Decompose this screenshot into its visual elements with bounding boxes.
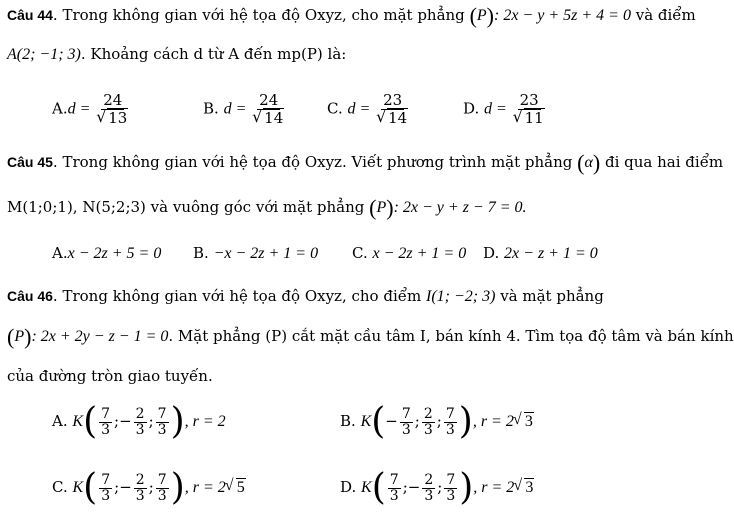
q45-plane2-eq: : 2x − y + z − 7 = 0. <box>393 199 527 216</box>
option-label: D. <box>340 478 357 496</box>
frac-den: 3 <box>424 487 434 504</box>
q45-text-a: . Trong không gian với hệ tọa độ Oxyz. Viết phương trình mặt phẳng <box>52 153 578 171</box>
q46-line3 <box>7 366 213 386</box>
coord-fraction <box>156 407 169 438</box>
frac-num: 7 <box>101 405 111 422</box>
frac-den: 11 <box>524 109 544 127</box>
radius-sqrt: √ 3 <box>514 413 534 431</box>
option-var: d = <box>347 100 371 118</box>
coord-fraction <box>422 473 435 504</box>
semicolon: ; <box>437 478 443 496</box>
option-label: C. <box>52 478 68 496</box>
q45-text-c: M(1;0;1), N(5;2;3) và vuông góc với mặt phẳng <box>7 198 370 216</box>
frac-num: 24 <box>103 91 123 109</box>
q45-option-d[interactable] <box>483 244 598 263</box>
paren-open: ( <box>83 401 98 442</box>
coord-sign: − <box>119 412 132 430</box>
q44-text-c: . Khoảng cách d từ A đến mp(P) là: <box>80 45 347 63</box>
option-label: C. <box>352 244 368 262</box>
q44-point: A(2; −1; 3) <box>7 46 81 63</box>
semicolon: ; <box>114 478 120 496</box>
option-var: d = <box>223 100 247 118</box>
q44-line1: Câu 44. Trong không gian với hệ tọa độ Oxyz, cho mặt phẳng (P): 2x − y + 5z + 4 = 0 và điểm <box>7 3 696 28</box>
frac-num: 7 <box>157 471 167 488</box>
coord-fraction <box>99 473 112 504</box>
frac-num: 7 <box>401 405 411 422</box>
q45-plane2-name: P <box>376 199 387 216</box>
q45-option-a[interactable] <box>52 244 161 263</box>
q46-option-c[interactable] <box>52 467 246 508</box>
option-eq: x − 2z + 5 = 0 <box>67 245 162 262</box>
frac-num: 7 <box>101 471 111 488</box>
q46-option-b[interactable] <box>340 401 534 442</box>
q45-option-b[interactable] <box>193 244 318 263</box>
option-label: D. <box>483 244 500 262</box>
option-label: A. <box>52 99 68 118</box>
paren-open: ( <box>371 401 386 442</box>
q46-plane-name: P <box>14 328 25 345</box>
radius-text: , r = 2 <box>472 413 514 430</box>
option-eq: −x − 2z + 1 = 0 <box>213 245 319 262</box>
option-label: A. <box>52 244 68 262</box>
q44-option-c[interactable] <box>327 92 410 127</box>
paren-close: ) <box>458 401 473 442</box>
q44-text-b: và điểm <box>630 6 696 24</box>
coord-sign: − <box>407 478 421 496</box>
frac-den: 3 <box>101 487 111 504</box>
frac-den: 3 <box>101 421 111 438</box>
q45-option-c[interactable] <box>352 244 466 263</box>
semicolon: ; <box>414 412 420 430</box>
q44-line2 <box>7 44 346 65</box>
paren-open: ( <box>83 467 98 508</box>
q46-text-c: . Mặt phẳng (P) cắt mặt cầu tâm I, bán kính 4. Tìm tọa độ tâm và bán kính <box>168 327 734 345</box>
frac-num: 2 <box>135 471 145 488</box>
frac-den: 3 <box>446 487 456 504</box>
frac-den: 14 <box>388 109 408 127</box>
radius-sqrt: √ 5 <box>226 479 246 497</box>
frac-den: 3 <box>389 487 399 504</box>
coord-sign: − <box>119 478 132 496</box>
coord-fraction <box>422 407 435 438</box>
coord-fraction <box>400 407 413 438</box>
semicolon: ; <box>148 478 154 496</box>
q46-number: Câu 46 <box>7 288 53 304</box>
q44-option-a[interactable] <box>52 92 130 127</box>
frac-den: 13 <box>108 109 128 127</box>
coord-fraction <box>388 473 401 504</box>
q44-text-a: . Trong không gian với hệ tọa độ Oxyz, cho mặt phẳng <box>52 6 470 24</box>
semicolon: ; <box>148 412 154 430</box>
q45-line1: Câu 45. Trong không gian với hệ tọa độ Oxyz. Viết phương trình mặt phẳng (α) đi qua hai điểm <box>7 150 724 175</box>
option-label: B. <box>203 99 219 118</box>
frac-num: 7 <box>445 405 455 422</box>
frac-den: 3 <box>135 421 145 438</box>
frac-den: 14 <box>264 109 284 127</box>
q45-text-b: đi qua hai điểm <box>600 153 724 171</box>
option-var: d = <box>67 100 91 118</box>
q46-text-d: của đường tròn giao tuyến. <box>7 367 213 385</box>
coord-fraction <box>444 407 457 438</box>
paren-close: ) <box>170 401 185 442</box>
frac-den: 3 <box>157 487 167 504</box>
coord-sign: − <box>385 412 398 430</box>
semicolon: ; <box>114 412 120 430</box>
frac-num: 7 <box>157 405 167 422</box>
q46-option-d[interactable] <box>340 467 534 508</box>
paren-open: ( <box>371 467 386 508</box>
radius-text: , r = 2 <box>184 479 226 496</box>
frac-num: 7 <box>389 471 399 488</box>
q44-option-d[interactable] <box>463 92 547 127</box>
frac-den: 3 <box>135 487 145 504</box>
q44-number: Câu 44 <box>7 7 53 23</box>
option-var: d = <box>484 100 507 118</box>
option-label: B. <box>340 412 356 430</box>
frac-num: 23 <box>519 91 539 109</box>
frac-num: 7 <box>446 471 456 488</box>
k-var: K <box>72 479 84 496</box>
q46-plane-eq: : 2x + 2y − z − 1 = 0 <box>31 328 169 345</box>
semicolon: ; <box>402 478 408 496</box>
q44-plane-name: P <box>476 7 487 24</box>
frac-num: 23 <box>383 91 403 109</box>
q46-point: I(1; −2; 3) <box>425 288 496 305</box>
semicolon: ; <box>436 412 442 430</box>
q46-text-b: và mặt phẳng <box>495 287 604 305</box>
q46-option-a[interactable] <box>52 401 226 442</box>
paren-close: ) <box>459 467 474 508</box>
paren-close: ) <box>170 467 185 508</box>
frac-den: 3 <box>401 421 411 438</box>
option-eq: 2x − z + 1 = 0 <box>504 245 598 262</box>
q44-plane-eq: : 2x − y + 5z + 4 = 0 <box>494 7 631 24</box>
k-var: K <box>360 413 372 430</box>
k-var: K <box>72 413 84 430</box>
q46-text-a: . Trong không gian với hệ tọa độ Oxyz, cho điểm <box>52 287 426 305</box>
coord-fraction <box>444 473 457 504</box>
frac-num: 2 <box>135 405 145 422</box>
radius-text: , r = 2 <box>184 413 226 430</box>
q45-plane-name: α <box>584 154 593 171</box>
option-label: D. <box>463 99 480 118</box>
frac-den: 3 <box>157 421 167 438</box>
q45-line2: M(1;0;1), N(5;2;3) và vuông góc với mặt phẳng (P): 2x − y + z − 7 = 0. <box>7 195 527 220</box>
coord-fraction <box>99 407 112 438</box>
coord-fraction <box>134 407 147 438</box>
k-var: K <box>361 479 372 496</box>
frac-num: 2 <box>424 471 434 488</box>
option-label: C. <box>327 99 343 118</box>
radius-text: , r = 2 <box>473 479 515 496</box>
frac-num: 24 <box>259 91 279 109</box>
option-label: B. <box>193 244 209 262</box>
q46-line1 <box>7 286 604 307</box>
frac-num: 2 <box>423 405 433 422</box>
option-label: A. <box>52 412 68 430</box>
q44-option-b[interactable] <box>203 92 286 127</box>
coord-fraction <box>156 473 169 504</box>
frac-den: 3 <box>423 421 433 438</box>
q45-number: Câu 45 <box>7 154 53 170</box>
option-eq: x − 2z + 1 = 0 <box>372 245 467 262</box>
frac-den: 3 <box>445 421 455 438</box>
q46-line2: (P): 2x + 2y − z − 1 = 0. Mặt phẳng (P) cắt mặt cầu tâm I, bán kính 4. Tìm tọa độ tâm và bán kính <box>7 324 734 349</box>
coord-fraction <box>134 473 147 504</box>
radius-sqrt: √ 3 <box>514 479 534 497</box>
